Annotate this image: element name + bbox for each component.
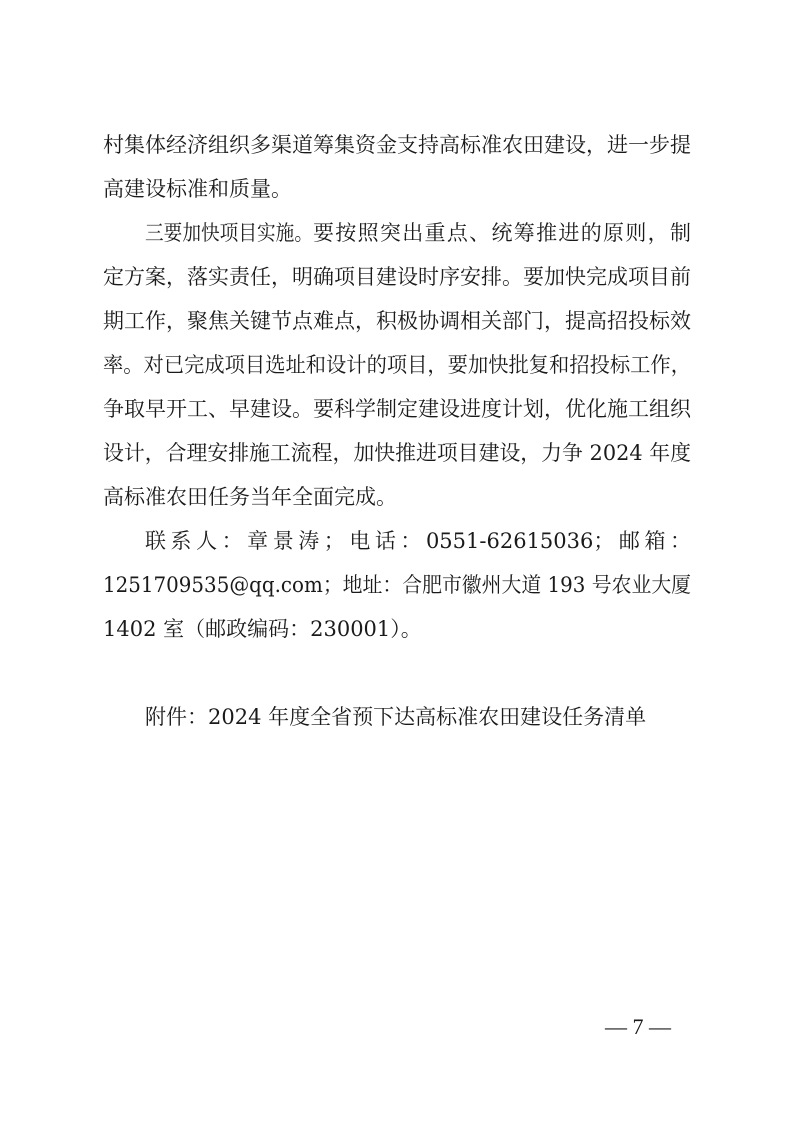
section-heading: 三要加快项目实施。: [145, 221, 314, 245]
attachment-text: 附件：2024 年度全省预下达高标准农田建设任务清单: [145, 705, 647, 729]
body-text: 要按照突出重点、统筹推进的原则，制: [313, 221, 691, 245]
body-text: 定方案，落实责任，明确项目建设时序安排。要加快完成项目前: [103, 265, 691, 289]
body-text: 高建设标准和质量。: [103, 177, 292, 201]
body-text: 率。对已完成项目选址和设计的项目，要加快批复和招投标工作，: [103, 353, 691, 377]
body-text: 村集体经济组织多渠道筹集资金支持高标准农田建设，进一步提: [103, 133, 691, 157]
body-text: 期工作，聚焦关键节点难点，积极协调相关部门，提高招投标效: [103, 309, 691, 333]
body-text: 高标准农田任务当年全面完成。: [103, 485, 397, 509]
body-text: 设计，合理安排施工流程，加快推进项目建设，力争 2024 年度: [103, 441, 692, 465]
page-number: — 7 —: [605, 1014, 671, 1039]
contact-text: 1251709535@qq.com；地址：合肥市徽州大道 193 号农业大厦: [103, 573, 692, 597]
contact-text: 联系人：章景涛；电话：0551-62615036；邮箱：: [145, 529, 691, 553]
contact-text: 1402 室（邮政编码：230001）。: [103, 617, 422, 641]
body-text: 争取早开工、早建设。要科学制定建设进度计划，优化施工组织: [103, 397, 691, 421]
